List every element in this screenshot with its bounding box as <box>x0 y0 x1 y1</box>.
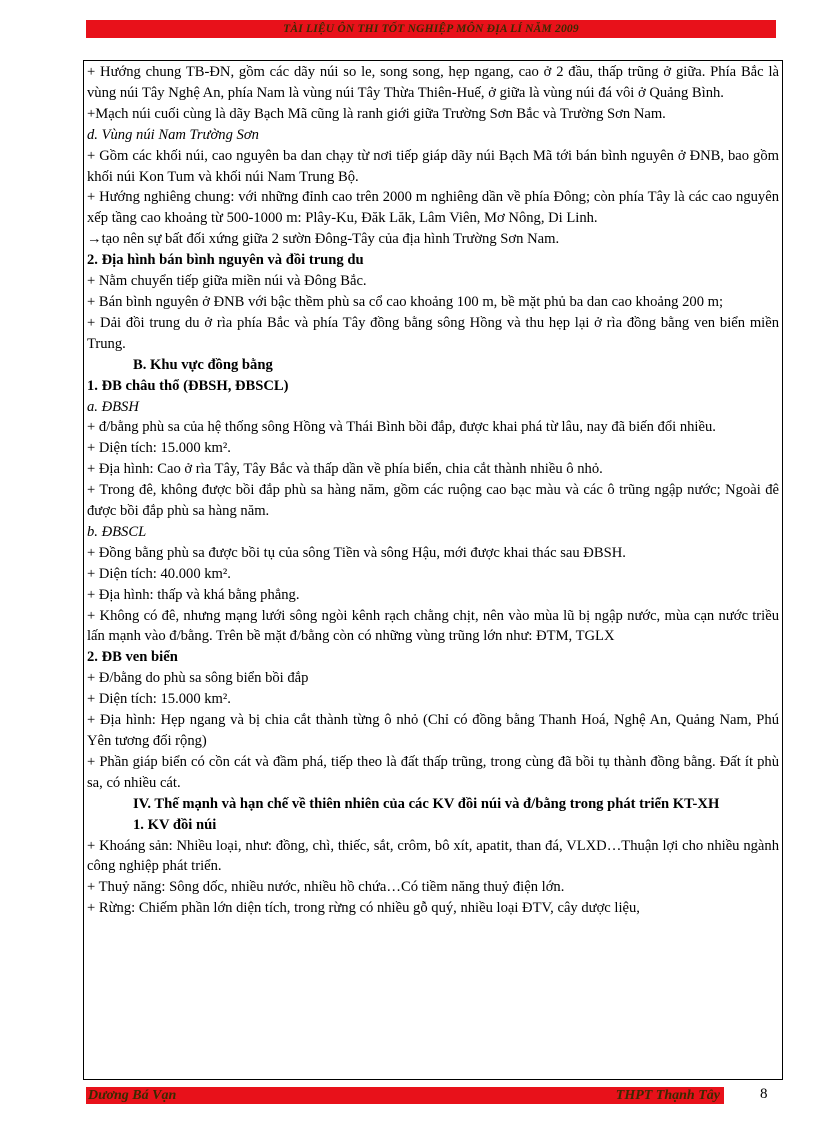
paragraph: + Hướng chung TB-ĐN, gồm các dãy núi so le, song song, hẹp ngang, cao ở 2 đầu, thấp trũng ở giữa. Phía Bắc là vùng núi Tây Nghệ An, phía Nam là vùng núi Tây Thừa Thiên-Huế, ở giữa là vùng núi đá vôi ở Quảng Bình. <box>87 64 779 101</box>
document-title: TÀI LIỆU ÔN THI TỐT NGHIỆP MÔN ĐỊA LÍ NĂM 2009 <box>283 23 579 35</box>
paragraph: + Diện tích: 15.000 km². <box>87 440 231 457</box>
subsection-heading: d. Vùng núi Nam Trường Sơn <box>87 126 259 143</box>
paragraph: + Nằm chuyển tiếp giữa miền núi và Đông Bắc. <box>87 273 367 290</box>
paragraph: + Đồng bằng phù sa được bồi tụ của sông Tiền và sông Hậu, mới được khai thác sau ĐBSH. <box>87 544 626 561</box>
paragraph: + Địa hình: thấp và khá bằng phẳng. <box>87 586 300 603</box>
footer-bar <box>86 1087 724 1104</box>
footer-author: Dương Bá Vạn <box>88 1088 177 1103</box>
section-heading: 2. ĐB ven biển <box>87 649 178 666</box>
section-heading: 1. ĐB châu thổ (ĐBSH, ĐBSCL) <box>87 377 289 394</box>
paragraph: + Không có đê, nhưng mạng lưới sông ngòi kênh rạch chằng chịt, nên vào mùa lũ bị ngập nước, mùa cạn nước triều lấn mạnh vào đ/bằng. Trên bề mặt đ/bằng còn có những vùng trũng lớn như: ĐTM, TGLX <box>87 607 779 645</box>
footer-school: THPT Thạnh Tây <box>615 1088 720 1103</box>
section-heading: IV. Thế mạnh và hạn chế về thiên nhiên của các KV đồi núi và đ/bằng trong phát triển KT-XH <box>133 795 720 812</box>
section-heading: 1. KV đồi núi <box>133 816 217 833</box>
paragraph: + Gồm các khối núi, cao nguyên ba dan chạy từ nơi tiếp giáp dãy núi Bạch Mã tới bán bình nguyên ở ĐNB, bao gồm khối núi Kon Tum và khối núi Nam Trung Bộ. <box>87 147 779 185</box>
paragraph: + Địa hình: Cao ở rìa Tây, Tây Bắc và thấp dần về phía biển, chia cắt thành nhiều ô nhỏ. <box>87 461 603 478</box>
subsection-heading: b. ĐBSCL <box>87 523 147 540</box>
paragraph: →tạo nên sự bất đối xứng giữa 2 sườn Đông-Tây của địa hình Trường Sơn Nam. <box>87 231 560 248</box>
section-heading: B. Khu vực đồng bằng <box>133 356 273 373</box>
paragraph: + Thuỷ năng: Sông dốc, nhiều nước, nhiều hồ chứa…Có tiềm năng thuỷ điện lớn. <box>87 879 565 896</box>
paragraph: + Bán bình nguyên ở ĐNB với bậc thềm phù sa cổ cao khoảng 100 m, bề mặt phủ ba dan cao khoảng 200 m; <box>87 293 724 310</box>
page-number: 8 <box>760 1086 768 1102</box>
paragraph: +Mạch núi cuối cùng là dãy Bạch Mã cũng là ranh giới giữa Trường Sơn Bắc và Trường Sơn Nam. <box>87 105 666 122</box>
paragraph: + Khoáng sản: Nhiều loại, như: đồng, chì, thiếc, sắt, crôm, bô xít, apatit, than đá, VLXD…Thuận lợi cho nhiều ngành công nghiệp phát triển. <box>87 837 779 875</box>
paragraph: + Địa hình: Hẹp ngang và bị chia cắt thành từng ô nhỏ (Chỉ có đồng bằng Thanh Hoá, Nghệ An, Quảng Nam, Phú Yên tương đối rộng) <box>87 712 779 749</box>
paragraph: + Diện tích: 40.000 km². <box>87 565 231 582</box>
subsection-heading: a. ĐBSH <box>87 398 139 415</box>
paragraph: + Dải đồi trung du ở rìa phía Bắc và phía Tây đồng bằng sông Hồng và thu hẹp lại ở rìa đồng bằng ven biển miền Trung. <box>87 314 779 352</box>
paragraph: + Trong đê, không được bồi đắp phù sa hàng năm, gồm các ruộng cao bạc màu và các ô trũng ngập nước; Ngoài đê được bồi đắp phù sa hàng năm. <box>87 482 779 520</box>
paragraph: + Diện tích: 15.000 km². <box>87 691 231 708</box>
paragraph: + Phần giáp biển có cồn cát và đầm phá, tiếp theo là đất thấp trũng, trong cùng đã bồi tụ thành đồng bằng. Đất ít phù sa, có nhiều cát. <box>87 753 779 791</box>
paragraph: + Đ/bằng do phù sa sông biển bồi đắp <box>87 670 309 687</box>
paragraph: + đ/bằng phù sa của hệ thống sông Hồng và Thái Bình bồi đắp, được khai phá từ lâu, nay đã biến đổi nhiều. <box>87 419 716 436</box>
paragraph: + Rừng: Chiếm phần lớn diện tích, trong rừng có nhiều gỗ quý, nhiều loại ĐTV, cây dược liệu, <box>87 900 640 917</box>
section-heading: 2. Địa hình bán bình nguyên và đồi trung du <box>87 252 364 269</box>
content-box <box>83 60 783 1080</box>
paragraph: + Hướng nghiêng chung: với những đỉnh cao trên 2000 m nghiêng dần về phía Đông; còn phía Tây là các cao nguyên xếp tầng cao khoảng từ 500-1000 m: Plây-Ku, Đăk Lăk, Lâm Viên, Mơ Nông, Di Linh. <box>87 189 779 227</box>
header-bar <box>86 20 776 38</box>
